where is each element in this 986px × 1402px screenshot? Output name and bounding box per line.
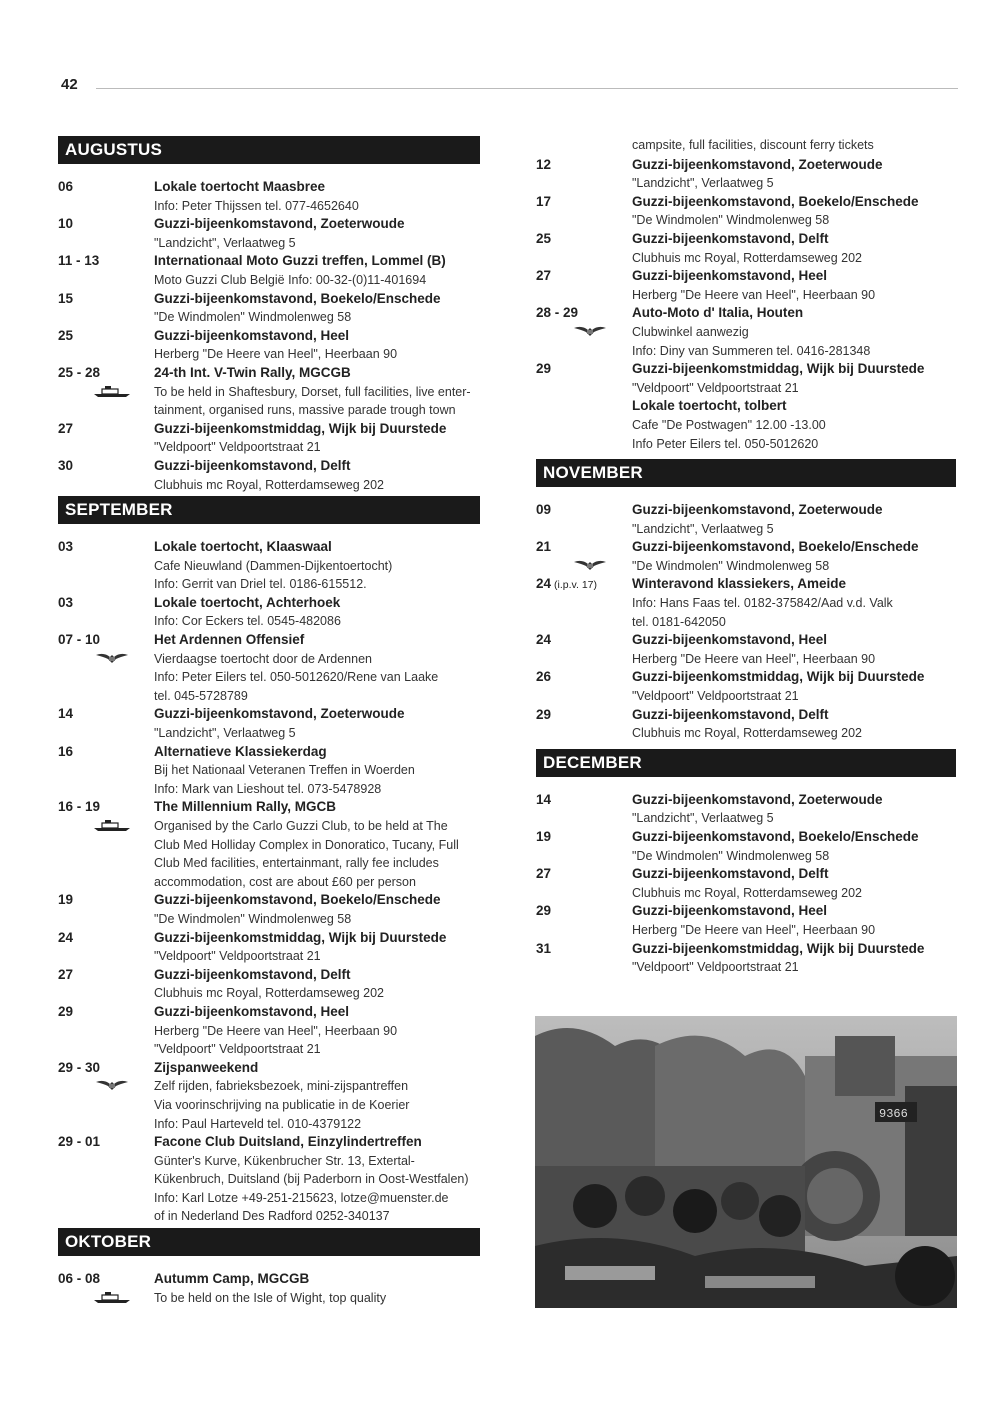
event-title: Guzzi-bijeenkomstmiddag, Wijk bij Duurstede [632,361,925,377]
event-title: Guzzi-bijeenkomstavond, Zoeterwoude [154,706,405,722]
event-body [632,631,956,668]
event-body [154,594,480,631]
event-date: 27 [536,268,552,284]
event-date-cell [58,891,154,928]
event-body [632,360,956,397]
event-title: Guzzi-bijeenkomstavond, Boekelo/Enschede [632,829,919,844]
event-date: 30 [58,457,74,473]
event-title: Guzzi-bijeenkomstmiddag, Wijk bij Duurstede [154,420,447,436]
event-detail: Info: Peter Eilers tel. 050-5012620/Rene van Laake [154,670,439,685]
event-detail: "Landzicht", Verlaatweg 5 [632,521,774,536]
event-date-cell [58,252,154,289]
event-row [58,594,480,631]
event-detail: Info: Karl Lotze +49-251-215623, lotze@muenster.de [154,1190,449,1205]
event-row [58,929,480,966]
event-detail: "Veldpoort" Veldpoortstraat 21 [632,960,799,975]
event-detail: Kükenbruch, Duitsland (bij Paderborn in Oost-Westfalen) [154,1172,469,1187]
event-date-cell [58,327,154,364]
event-row [58,705,480,742]
event-date-cell [58,364,154,420]
event-row [58,743,480,799]
event-date-cell [536,501,632,538]
event-body [154,1133,480,1226]
event-date-cell [536,304,632,360]
event-body [154,457,480,494]
event-date-cell [58,1059,154,1133]
event-date-cell [58,631,154,705]
event-date: 29 [58,1003,74,1019]
event-row [536,360,956,397]
event-title: Guzzi-bijeenkomstmiddag, Wijk bij Duurstede [632,669,925,685]
event-detail: Via voorinschrijving na publicatie in de Koerier [154,1097,410,1112]
event-row [536,230,956,267]
event-detail: Vierdaagse toertocht door de Ardennen [154,651,372,666]
event-date: 29 [536,361,552,377]
event-detail: "De Windmolen" Windmolenweg 58 [632,213,830,228]
event-detail: Info: Peter Thijssen tel. 077-4652640 [154,198,359,213]
event-date-cell [58,1003,154,1059]
event-title: Guzzi-bijeenkomstavond, Heel [154,327,350,343]
event-title: Guzzi-bijeenkomstavond, Heel [632,632,828,648]
event-detail: Bij het Nationaal Veteranen Treffen in Woerden [154,763,415,778]
event-row [536,706,956,743]
event-row [58,891,480,928]
left-column [58,136,480,1307]
event-date: 29 - 01 [58,1134,101,1150]
event-title: Facone Club Duitsland, Einzylindertreffen [154,1134,422,1150]
event-row [536,791,956,828]
event-date: 28 - 29 [536,305,579,321]
event-title: Guzzi-bijeenkomstavond, Delft [154,457,351,473]
month-header-november: NOVEMBER [536,459,956,487]
event-detail: "Veldpoort" Veldpoortstraat 21 [154,440,321,455]
event-detail: Herberg "De Heere van Heel", Heerbaan 90 [154,1023,398,1038]
event-title: Guzzi-bijeenkomstavond, Boekelo/Enschede [154,892,441,908]
event-detail: "Veldpoort" Veldpoortstraat 21 [632,380,799,395]
event-date: 14 [536,791,552,807]
event-body [632,940,956,977]
event-body [154,891,480,928]
event-body [632,902,956,939]
event-body [154,178,480,215]
event-date-cell [58,743,154,799]
event-body [632,230,956,267]
event-date-cell [536,397,632,453]
eagle-icon [570,324,610,338]
event-title: Autumm Camp, MGCGB [154,1271,310,1287]
event-detail: Zelf rijden, fabrieksbezoek, mini-zijspantreffen [154,1079,409,1094]
event-title: Lokale toertocht, Klaaswaal [154,539,332,555]
event-body [154,631,480,705]
event-row [536,668,956,705]
event-title: Guzzi-bijeenkomstavond, Zoeterwoude [154,216,405,232]
event-detail: Organised by the Carlo Guzzi Club, to be held at The [154,819,448,833]
eagle-icon [92,1078,132,1092]
event-detail: Info: Mark van Lieshout tel. 073-5478928 [154,781,382,796]
event-row [536,828,956,865]
event-title: Lokale toertocht, Achterhoek [154,594,341,610]
event-body [632,267,956,304]
header-rule [96,88,958,89]
event-date: 29 [536,903,552,919]
event-date: 27 [536,866,552,882]
event-date: 09 [536,502,552,518]
event-date: 21 [536,539,552,555]
event-date: 10 [58,216,74,232]
event-date: 25 - 28 [58,364,101,380]
event-date: 06 [58,179,74,194]
event-row [58,966,480,1003]
event-title: Guzzi-bijeenkomstavond, Delft [632,706,829,722]
event-row [58,1270,480,1307]
event-detail: of in Nederland Des Radford 0252-340137 [154,1209,390,1224]
event-detail: Info Peter Eilers tel. 050-5012620 [632,436,819,451]
continuation-text: campsite, full facilities, discount ferry tickets [632,138,874,152]
event-body [632,668,956,705]
event-body [154,327,480,364]
event-body [154,1270,480,1307]
event-date-cell [58,929,154,966]
event-row [536,902,956,939]
event-body [154,538,480,594]
event-date-cell [536,791,632,828]
event-row [536,501,956,538]
month-header-oktober: OKTOBER [58,1228,480,1256]
event-detail: Moto Guzzi Club België Info: 00-32-(0)11-401694 [154,272,427,287]
event-body [632,193,956,230]
event-title: Guzzi-bijeenkomstavond, Zoeterwoude [632,791,883,807]
ferry-icon [92,1290,132,1304]
event-date-cell [536,668,632,705]
event-date-cell [536,193,632,230]
event-date-cell [58,1270,154,1307]
event-date: 03 [58,539,74,555]
event-body [154,798,480,891]
event-title: The Millennium Rally, MGCB [154,799,337,815]
event-detail: Clubhuis mc Royal, Rotterdamseweg 202 [632,250,862,265]
event-body [632,501,956,538]
event-title: Internationaal Moto Guzzi treffen, Lommel (B) [154,253,446,269]
motorcycle-rally-photo [535,1016,957,1308]
event-row [58,178,480,215]
event-body [632,865,956,902]
event-date-cell [536,538,632,575]
event-date: 31 [536,940,552,956]
event-title: Guzzi-bijeenkomstmiddag, Wijk bij Duurstede [632,940,925,956]
event-detail: "Veldpoort" Veldpoortstraat 21 [154,949,321,964]
event-title: Alternatieve Klassiekerdag [154,743,327,759]
event-body [632,791,956,828]
event-row [536,397,956,453]
page-number: 42 [61,76,78,93]
event-detail: accommodation, cost are about £60 per person [154,874,416,889]
event-detail: Günter's Kurve, Kükenbrucher Str. 13, Extertal- [154,1153,415,1168]
event-row [536,304,956,360]
event-row [536,940,956,977]
event-detail: Cafe Nieuwland (Dammen-Dijkentoertocht) [154,558,393,573]
event-title: Lokale toertocht Maasbree [154,179,326,194]
event-body [632,304,956,360]
event-row [58,327,480,364]
event-body [154,929,480,966]
event-title: Lokale toertocht, tolbert [632,398,787,414]
month-header-september: SEPTEMBER [58,496,480,524]
event-detail: Info: Gerrit van Driel tel. 0186-615512. [154,577,367,592]
event-detail: Club Med Holliday Complex in Donoratico, Tucany, Full [154,837,459,852]
event-date: 24 [536,576,552,592]
event-row [58,364,480,420]
event-title: 24-th Int. V-Twin Rally, MGCGB [154,364,351,380]
event-row [58,1133,480,1226]
ferry-icon [92,818,132,832]
event-detail: Clubhuis mc Royal, Rotterdamseweg 202 [632,885,862,900]
event-date-cell [58,966,154,1003]
eagle-icon [570,558,610,572]
event-date-note: (i.p.v. 17) [554,579,598,592]
event-body [154,290,480,327]
event-detail: To be held in Shaftesbury, Dorset, full facilities, live enter- [154,384,471,399]
event-date-cell [536,230,632,267]
event-title: Guzzi-bijeenkomstavond, Delft [154,966,351,982]
event-row [58,1003,480,1059]
event-date: 03 [58,594,74,610]
event-date: 24 [58,929,74,945]
event-date: 29 [536,706,552,722]
event-title: Winteravond klassiekers, Ameide [632,576,846,592]
event-detail: Clubhuis mc Royal, Rotterdamseweg 202 [632,726,862,741]
event-detail: Info: Paul Harteveld tel. 010-4379122 [154,1116,362,1131]
event-detail: To be held on the Isle of Wight, top quality [154,1290,387,1305]
event-date: 25 [58,327,74,343]
event-date-cell [58,215,154,252]
event-date: 25 [536,230,552,246]
event-title: Guzzi-bijeenkomstavond, Boekelo/Enschede [154,290,441,306]
event-row [58,252,480,289]
event-detail: Club Med facilities, entertainmant, rally fee includes [154,856,439,871]
event-row [58,538,480,594]
event-title: Guzzi-bijeenkomstavond, Delft [632,866,829,882]
event-title: Guzzi-bijeenkomstavond, Boekelo/Enschede [632,539,919,555]
event-body [632,538,956,575]
event-body [154,743,480,799]
event-title: Guzzi-bijeenkomstavond, Boekelo/Enschede [632,193,919,209]
event-detail: "De Windmolen" Windmolenweg 58 [154,310,352,325]
event-detail: "De Windmolen" Windmolenweg 58 [632,558,830,573]
event-detail: "Landzicht", Verlaatweg 5 [154,726,296,741]
event-date: 12 [536,156,552,172]
event-detail: tel. 0181-642050 [632,614,726,629]
event-row [58,798,480,891]
event-detail: "Landzicht", Verlaatweg 5 [632,811,774,826]
event-body [154,364,480,420]
event-body [632,575,956,631]
event-row [58,420,480,457]
event-date-cell [58,178,154,215]
event-date-cell [58,705,154,742]
event-row [536,193,956,230]
event-date-cell [58,420,154,457]
event-body [154,705,480,742]
event-date: 19 [58,892,74,908]
event-detail: Herberg "De Heere van Heel", Heerbaan 90 [632,651,876,666]
event-date: 15 [58,290,74,306]
event-row [58,1059,480,1133]
event-date-cell [58,798,154,891]
event-date: 11 - 13 [58,253,100,269]
ferry-icon [92,384,132,398]
event-body [154,1059,480,1133]
event-date-cell [58,1133,154,1226]
event-body [632,828,956,865]
event-date: 06 - 08 [58,1271,101,1287]
event-title: Guzzi-bijeenkomstavond, Heel [154,1003,350,1019]
event-title: Guzzi-bijeenkomstmiddag, Wijk bij Duurstede [154,929,447,945]
event-detail: Herberg "De Heere van Heel", Heerbaan 90 [632,922,876,937]
event-date: 26 [536,669,552,685]
event-date: 07 - 10 [58,632,101,648]
event-body [154,215,480,252]
event-date-cell [536,631,632,668]
event-date-cell [58,538,154,594]
event-date-cell [536,902,632,939]
event-date: 16 - 19 [58,799,101,815]
event-title: Zijspanweekend [154,1059,259,1075]
event-body [154,1003,480,1059]
event-detail: Clubhuis mc Royal, Rotterdamseweg 202 [154,477,384,492]
event-date-cell [536,706,632,743]
event-body [154,420,480,457]
event-title: Guzzi-bijeenkomstavond, Heel [632,903,828,919]
event-detail: Herberg "De Heere van Heel", Heerbaan 90 [632,287,876,302]
event-detail: tel. 045-5728789 [154,688,248,703]
event-date-cell [536,940,632,977]
event-date: 17 [536,193,552,209]
event-detail: "De Windmolen" Windmolenweg 58 [632,848,830,863]
event-date-cell [58,290,154,327]
event-title: Guzzi-bijeenkomstavond, Delft [632,230,829,246]
event-detail: Info: Diny van Summeren tel. 0416-281348 [632,343,871,358]
event-body [154,252,480,289]
event-detail: Herberg "De Heere van Heel", Heerbaan 90 [154,347,398,362]
event-body [632,397,956,453]
event-row [58,290,480,327]
event-title: Guzzi-bijeenkomstavond, Zoeterwoude [632,156,883,172]
event-row [536,631,956,668]
event-row [58,215,480,252]
event-title: Guzzi-bijeenkomstavond, Zoeterwoude [632,502,883,518]
event-date-cell [536,575,632,631]
eagle-icon [92,651,132,665]
event-title: Auto-Moto d' Italia, Houten [632,305,804,321]
event-date: 16 [58,743,74,759]
event-body [632,156,956,193]
event-date-cell [58,457,154,494]
event-detail: "Veldpoort" Veldpoortstraat 21 [632,689,799,704]
event-date: 19 [536,829,552,844]
event-date: 29 - 30 [58,1059,101,1075]
event-detail: "Landzicht", Verlaatweg 5 [154,235,296,250]
event-date-cell [536,360,632,397]
event-date-cell [536,267,632,304]
plate-text: 9366 [879,1107,908,1121]
event-body [154,966,480,1003]
event-detail: Cafe "De Postwagen" 12.00 -13.00 [632,417,826,432]
event-row [58,457,480,494]
event-row [536,575,956,631]
event-date: 27 [58,966,74,982]
event-title: Het Ardennen Offensief [154,632,305,648]
event-date: 27 [58,420,74,436]
event-date-cell [536,156,632,193]
event-date-cell [536,828,632,865]
event-date: 14 [58,706,74,722]
event-row [536,865,956,902]
right-column [536,136,956,977]
event-detail: Info: Hans Faas tel. 0182-375842/Aad v.d. Valk [632,596,893,611]
month-header-augustus: AUGUSTUS [58,136,480,164]
event-row [536,267,956,304]
event-title: Guzzi-bijeenkomstavond, Heel [632,268,828,284]
event-row [536,538,956,575]
event-row [58,631,480,705]
event-detail: Clubwinkel aanwezig [632,324,749,339]
event-date: 24 [536,632,552,648]
event-detail: Clubhuis mc Royal, Rotterdamseweg 202 [154,986,384,1001]
event-date-cell [536,865,632,902]
event-date-cell [58,594,154,631]
event-detail: tainment, organised runs, massive parade trough town [154,403,456,418]
event-detail: "De Windmolen" Windmolenweg 58 [154,911,352,926]
event-body [632,706,956,743]
event-row [536,156,956,193]
month-header-december: DECEMBER [536,749,956,777]
event-detail: "Veldpoort" Veldpoortstraat 21 [154,1042,321,1057]
event-detail: "Landzicht", Verlaatweg 5 [632,176,774,191]
event-detail: Info: Cor Eckers tel. 0545-482086 [154,614,341,629]
